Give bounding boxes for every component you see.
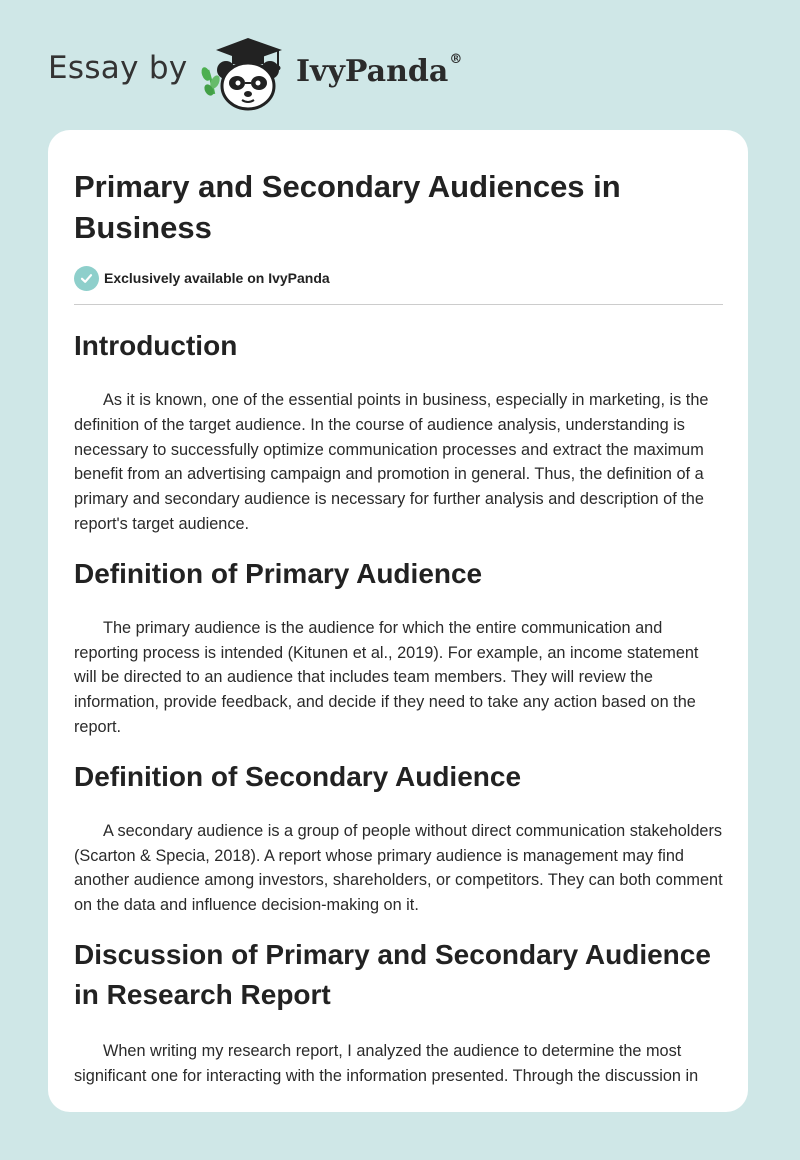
panda-graduation-cap-icon[interactable] [198, 32, 294, 112]
title-divider [74, 304, 723, 305]
check-circle-icon [74, 266, 99, 291]
section-heading-introduction: Introduction [74, 330, 238, 361]
essay-title: Primary and Secondary Audiences in Business [74, 169, 621, 245]
section-heading-secondary-audience: Definition of Secondary Audience [74, 760, 522, 792]
section-paragraph-introduction: As it is known, one of the essential points in business, especially in marketing, is the definition of the target audience. In the course of audience analysis, understanding is necessary to successfully optimize communication processes and extract the maximum benefit from an advertising campaign and promotion in general. Thus, the definition of a primary and secondary audience is necessary for further analysis and description of the report's target audience. [74, 391, 709, 533]
exclusive-badge-label: Exclusively available on IvyPanda [104, 270, 330, 286]
brand-name[interactable] [296, 54, 462, 89]
section-paragraph-secondary-audience: A secondary audience is a group of people without direct communication stakeholders (Scarton & Specia, 2018). A report whose primary audience is management may find another audience among investors, shareholders, or competitors. They can both comment on the data and influence decision-making on it. [74, 821, 723, 915]
essay-by-label: Essay by [48, 50, 188, 86]
essay-content [74, 166, 724, 1089]
section-heading-discussion: Discussion of Primary and Secondary Audience in Research Report [74, 938, 711, 1010]
site-header [0, 0, 800, 130]
essay-card [48, 130, 748, 1112]
section-heading-primary-audience: Definition of Primary Audience [74, 557, 483, 589]
brand-text[interactable]: IvyPanda [296, 54, 449, 89]
registered-mark: ® [449, 52, 463, 67]
section-paragraph-discussion: When writing my research report, I analyzed the audience to determine the most significant one for interacting with the information presented. Through the discussion in [74, 1041, 699, 1085]
exclusive-badge [74, 265, 724, 291]
section-paragraph-primary-audience: The primary audience is the audience for which the entire communication and reporting process is intended (Kitunen et al., 2019). For example, an income statement will be directed to an audience that includes team members. They will review the information, provide feedback, and decide if they need to take any action based on the report. [74, 618, 699, 736]
